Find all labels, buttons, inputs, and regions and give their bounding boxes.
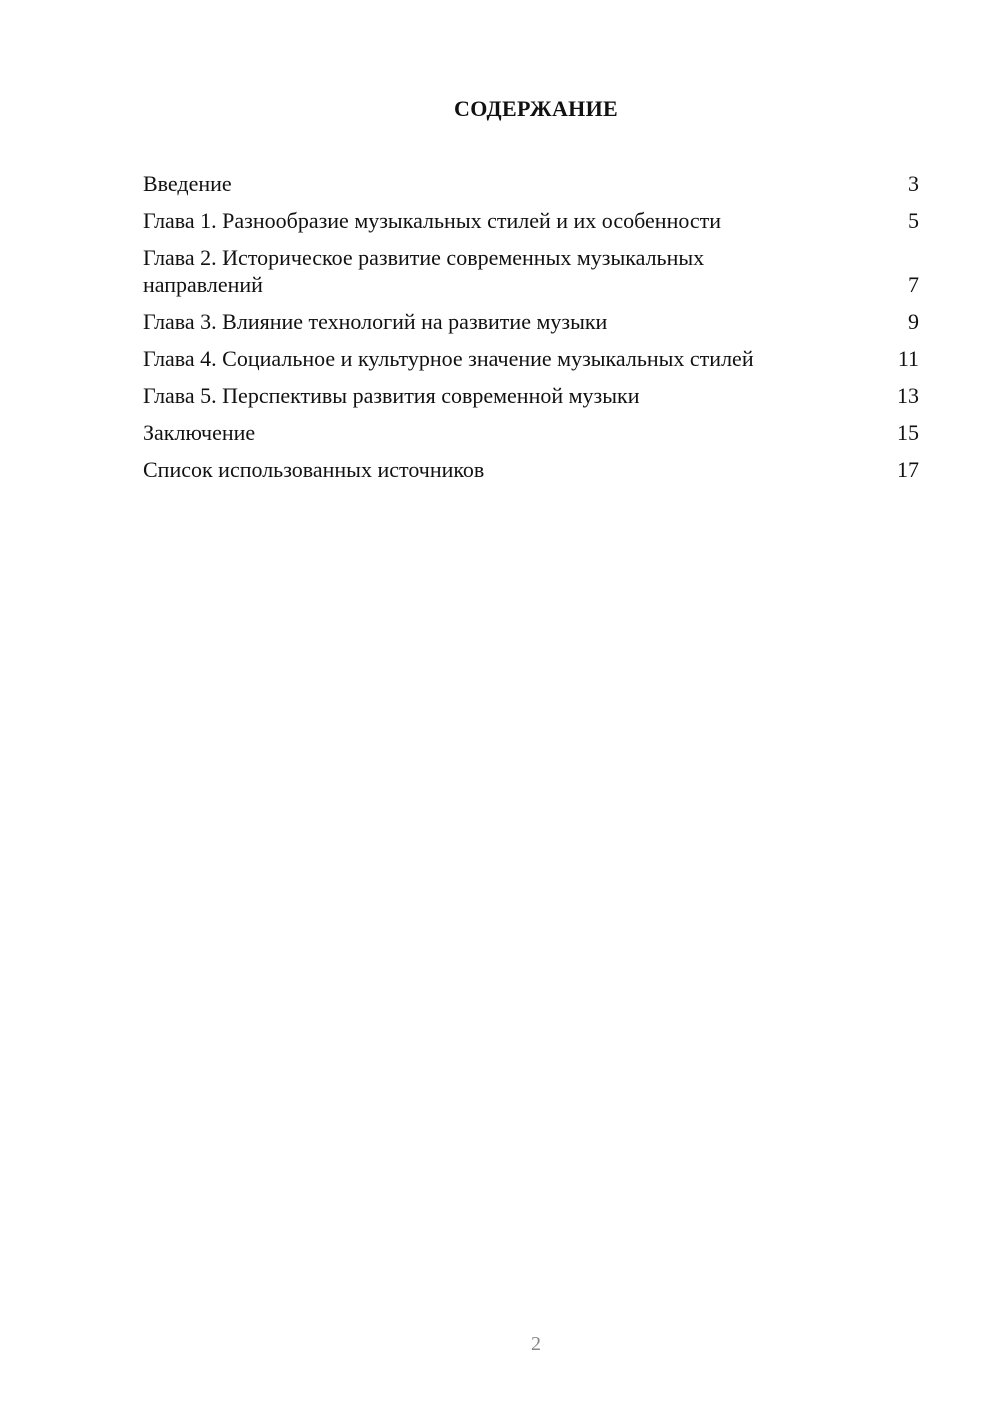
toc-entry-label: Глава 3. Влияние технологий на развитие музыки bbox=[143, 309, 608, 334]
toc-entry-introduction bbox=[143, 170, 919, 197]
toc-entry-label: Глава 1. Разнообразие музыкальных стилей и их особенности bbox=[143, 208, 722, 233]
toc-entry-label: Глава 2. Историческое развитие современных музыкальных направлений bbox=[143, 245, 705, 297]
table-of-contents bbox=[143, 170, 919, 493]
toc-entry-page: 17 bbox=[897, 457, 919, 482]
toc-entry-page: 7 bbox=[908, 272, 919, 297]
toc-entry-chapter-4 bbox=[143, 345, 919, 372]
toc-entry-page: 11 bbox=[897, 346, 919, 371]
toc-entry-label: Глава 5. Перспективы развития современной музыки bbox=[143, 383, 640, 408]
toc-entry-chapter-5 bbox=[143, 382, 919, 409]
page-title: СОДЕРЖАНИЕ bbox=[454, 96, 618, 121]
page-number: 2 bbox=[531, 1333, 541, 1355]
toc-entry-references bbox=[143, 456, 919, 483]
toc-entry-chapter-1 bbox=[143, 207, 919, 234]
toc-entry-label: Заключение bbox=[143, 420, 256, 445]
toc-entry-page: 15 bbox=[897, 420, 919, 445]
toc-entry-conclusion bbox=[143, 419, 919, 446]
toc-entry-label: Список использованных источников bbox=[143, 457, 485, 482]
toc-entry-label: Глава 4. Социальное и культурное значение музыкальных стилей bbox=[143, 346, 754, 371]
toc-entry-chapter-3 bbox=[143, 308, 919, 335]
toc-entry-page: 3 bbox=[908, 171, 919, 196]
toc-entry-chapter-2 bbox=[143, 244, 919, 298]
toc-entry-page: 13 bbox=[897, 383, 919, 408]
toc-entry-page: 9 bbox=[908, 309, 919, 334]
toc-entry-page: 5 bbox=[908, 208, 919, 233]
toc-entry-label: Введение bbox=[143, 171, 232, 196]
